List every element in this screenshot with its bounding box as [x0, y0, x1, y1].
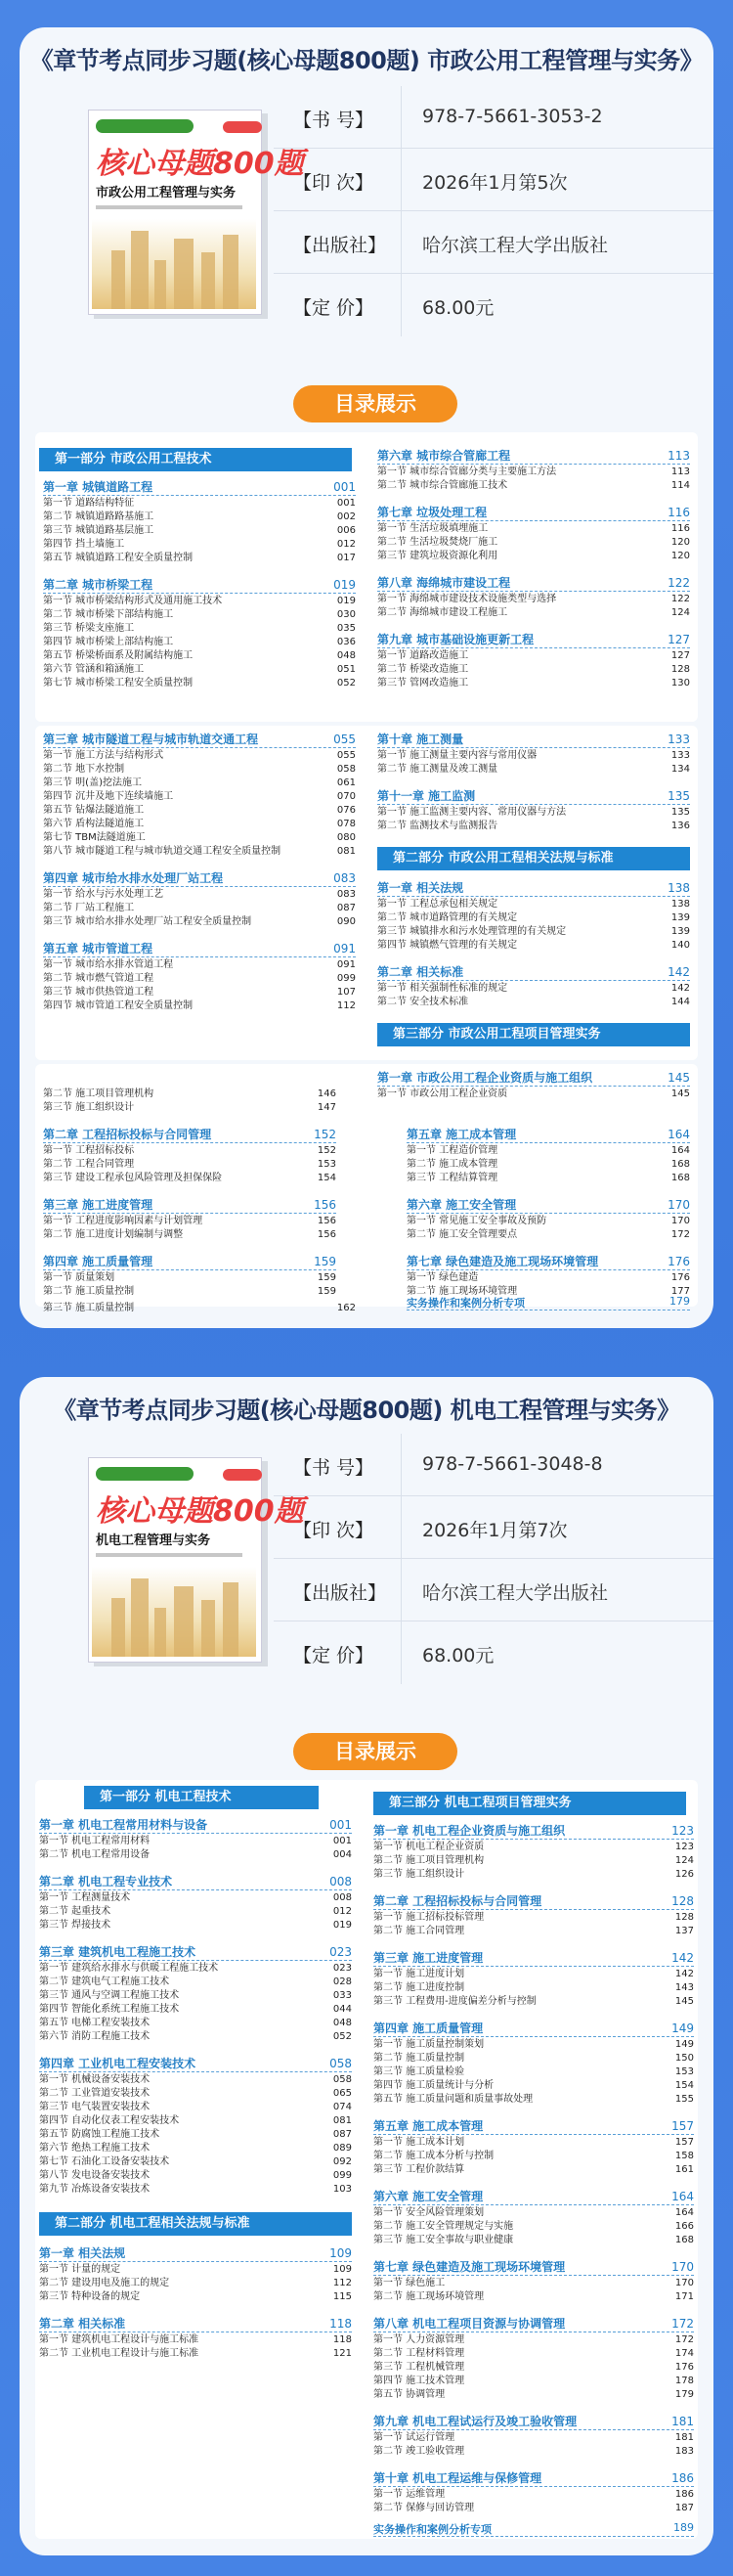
book-info-table — [274, 86, 713, 342]
toc-section: 第三节 焊接技术 019 — [39, 1920, 352, 1931]
toc-section: 第三节 电气装置安装技术 074 — [39, 2102, 352, 2112]
toc-section: 第五节 施工质量问题和质量事故处理 155 — [373, 2094, 694, 2105]
toc-section: 第一节 工程进度影响因素与计划管理 156 — [43, 1216, 336, 1226]
book-title: 《章节考点同步习题(核心母题800题) 市政公用工程管理与实务》 — [29, 47, 704, 74]
toc-section: 第二节 城市道路管理的有关规定 139 — [377, 912, 690, 923]
toc-section: 第九节 冶炼设备安装技术 103 — [39, 2184, 352, 2195]
toc-chapter: 第六章 施工安全管理 164 — [373, 2190, 694, 2203]
toc-chapter: 第八章 海绵城市建设工程 122 — [377, 576, 690, 590]
toc-chapter: 第三章 建筑机电工程施工技术 023 — [39, 1945, 352, 1959]
printing-value: 2026年1月第7次 — [422, 1520, 568, 1541]
toc-section: 第二节 城镇道路路基施工 002 — [43, 511, 356, 522]
isbn-label: 【书 号】 — [293, 1457, 374, 1479]
toc-section: 第一节 工程测量技术 008 — [39, 1892, 352, 1903]
book-title: 《章节考点同步习题(核心母题800题) 机电工程管理与实务》 — [53, 1397, 680, 1424]
toc-section: 第五节 桥梁桥面系及附属结构施工 048 — [43, 650, 356, 661]
toc-section: 第二节 城市桥梁下部结构施工 030 — [43, 609, 356, 620]
toc-section: 第一节 人力资源管理 172 — [373, 2334, 694, 2345]
toc-section: 第三节 管网改造施工 130 — [377, 678, 690, 688]
toc-chapter: 第一章 机电工程企业资质与施工组织 123 — [373, 1824, 694, 1838]
toc-chapter: 第二章 工程招标投标与合同管理 152 — [43, 1128, 336, 1141]
toc-section: 第二节 施工现场环境管理 171 — [373, 2291, 694, 2302]
toc-section: 第一节 机械设备安装技术 058 — [39, 2074, 352, 2085]
toc-section: 第二节 施工安全管理规定与实施 166 — [373, 2221, 694, 2232]
toc-section: 第一节 施工测量主要内容与常用仪器 133 — [377, 750, 690, 761]
toc-section: 第三节 工程机械管理 176 — [373, 2362, 694, 2373]
toc-section: 第二节 起重技术 012 — [39, 1906, 352, 1917]
toc-section: 第一节 道路结构特征 001 — [43, 498, 356, 509]
toc-section: 第三节 工程费用-进度偏差分析与控制 145 — [373, 1996, 694, 2007]
toc-section: 第二节 施工测量及竣工测量 134 — [377, 764, 690, 775]
toc-section: 第六节 管涵和箱涵施工 051 — [43, 664, 356, 675]
toc-section: 第三节 施工安全事故与职业健康 168 — [373, 2235, 694, 2245]
book-info — [78, 86, 713, 342]
toc-chapter: 第三章 施工进度管理 142 — [373, 1951, 694, 1965]
toc-section: 第二节 海绵城市建设工程施工 124 — [377, 607, 690, 618]
toc-section: 第二节 工程合同管理 153 — [43, 1159, 336, 1170]
toc-section: 第二节 工业管道安装技术 065 — [39, 2088, 352, 2099]
toc-section: 第二节 施工成本管理 168 — [407, 1159, 690, 1170]
toc-chapter: 第二章 机电工程专业技术 008 — [39, 1875, 352, 1888]
toc-panel-2 — [35, 726, 698, 1060]
cover-headline: 核心母题800题 — [96, 1494, 304, 1529]
toc-heading: 目录展示 — [293, 1733, 457, 1770]
toc-section: 第三节 施工质量检验 153 — [373, 2066, 694, 2077]
toc-section: 第二节 施工项目管理机构 146 — [43, 1088, 336, 1099]
price-value: 68.00元 — [422, 1645, 495, 1666]
toc-section: 第二节 施工进度计划编制与调整 156 — [43, 1229, 336, 1240]
toc-section: 第二节 施工进度控制 143 — [373, 1982, 694, 1993]
toc-section: 第四节 自动化仪表工程安装技术 081 — [39, 2115, 352, 2126]
toc-section: 第一节 给水与污水处理工艺 083 — [43, 889, 356, 900]
toc-chapter: 第十章 施工测量 133 — [377, 733, 690, 746]
printing-label: 【印 次】 — [293, 172, 374, 194]
toc-chapter: 第八章 机电工程项目资源与协调管理 172 — [373, 2317, 694, 2331]
toc-section: 第三节 城市给水排水处理厂站工程安全质量控制 090 — [43, 916, 356, 927]
isbn-label: 【书 号】 — [293, 110, 374, 131]
toc-section: 第二节 城市燃气管道工程 099 — [43, 973, 356, 984]
toc-section: 第三节 城镇道路基层施工 006 — [43, 525, 356, 536]
toc-section: 第五节 电梯工程安装技术 048 — [39, 2018, 352, 2028]
toc-chapter: 第三章 城市隧道工程与城市轨道交通工程 055 — [43, 733, 356, 746]
toc-section: 第一节 运维管理 186 — [373, 2489, 694, 2500]
toc-section: 第四节 城镇燃气管理的有关规定 140 — [377, 940, 690, 951]
toc-section: 第二节 机电工程常用设备 004 — [39, 1849, 352, 1860]
toc-chapter: 第七章 绿色建造及施工现场环境管理 170 — [373, 2260, 694, 2274]
toc-section: 第二节 城市综合管廊施工技术 114 — [377, 480, 690, 491]
toc-chapter: 第九章 机电工程试运行及竣工验收管理 181 — [373, 2415, 694, 2428]
toc-chapter: 第一章 相关法规 109 — [39, 2246, 352, 2260]
toc-chapter: 第一章 城镇道路工程 001 — [43, 480, 356, 494]
toc-chapter: 第六章 城市综合管廊工程 113 — [377, 449, 690, 463]
toc-chapter: 第四章 城市给水排水处理厂站工程 083 — [43, 871, 356, 885]
toc-section: 第二节 工业机电工程设计与施工标准 121 — [39, 2348, 352, 2359]
toc-section: 第二节 桥梁改造施工 128 — [377, 664, 690, 675]
toc-special: 实务操作和案例分析专项 189 — [373, 2521, 694, 2536]
toc-section: 第一节 绿色建造 176 — [407, 1272, 690, 1283]
toc-section: 第一节 施工招标投标管理 128 — [373, 1912, 694, 1923]
toc-section: 第一节 试运行管理 181 — [373, 2432, 694, 2443]
toc-section: 第二节 施工质量控制 159 — [43, 1286, 336, 1297]
toc-part-3: 第三部分 市政公用工程项目管理实务 — [377, 1023, 690, 1046]
toc-section: 第一节 施工质量控制策划 149 — [373, 2039, 694, 2050]
toc-chapter: 第十章 机电工程运维与保修管理 186 — [373, 2471, 694, 2485]
toc-section: 第三节 城镇排水和污水处理管理的有关规定 139 — [377, 926, 690, 937]
toc-section: 第二节 建筑电气工程施工技术 028 — [39, 1976, 352, 1987]
toc-section: 第二节 建设用电及施工的规定 112 — [39, 2278, 352, 2288]
book-info — [78, 1434, 713, 1690]
toc-section: 第三节 特种设备的规定 115 — [39, 2291, 352, 2302]
toc-section: 第四节 挡土墙施工 012 — [43, 539, 356, 550]
toc-section: 第二节 施工现场环境管理 177 — [407, 1286, 690, 1297]
toc-chapter: 第五章 城市管道工程 091 — [43, 942, 356, 955]
toc-section: 第二节 施工质量控制 150 — [373, 2053, 694, 2064]
toc-section: 第三节 施工质量控制 162 — [43, 1303, 356, 1313]
toc-section: 第二节 保修与回访管理 187 — [373, 2503, 694, 2513]
toc-section: 第一节 常见施工安全事故及预防 170 — [407, 1216, 690, 1226]
price-label: 【定 价】 — [293, 297, 374, 319]
toc-section: 第八节 发电设备安装技术 099 — [39, 2170, 352, 2181]
toc-chapter: 第二章 城市桥梁工程 019 — [43, 578, 356, 592]
toc-section: 第三节 通风与空调工程施工技术 033 — [39, 1990, 352, 2001]
isbn-value: 978-7-5661-3053-2 — [422, 106, 603, 127]
publisher-value: 哈尔滨工程大学出版社 — [422, 1582, 609, 1604]
toc-section: 第一节 施工进度计划 142 — [373, 1969, 694, 1979]
toc-section: 第二节 安全技术标准 144 — [377, 997, 690, 1007]
toc-chapter: 第四章 工业机电工程安装技术 058 — [39, 2057, 352, 2070]
toc-chapter: 第十一章 施工监测 135 — [377, 789, 690, 803]
toc-section: 第一节 建筑机电工程设计与施工标准 118 — [39, 2334, 352, 2345]
book-cover-image — [88, 110, 304, 315]
toc-section: 第一节 绿色施工 170 — [373, 2278, 694, 2288]
toc-section: 第五节 城镇道路工程安全质量控制 017 — [43, 553, 356, 563]
toc-special: 实务操作和案例分析专项 179 — [407, 1295, 690, 1310]
cover-subtitle: 市政公用工程管理与实务 — [96, 186, 237, 200]
toc-section: 第三节 桥梁支座施工 035 — [43, 623, 356, 634]
toc-section: 第二节 竣工验收管理 183 — [373, 2446, 694, 2457]
toc-part-2: 第二部分 机电工程相关法规与标准 — [39, 2212, 352, 2236]
toc-section: 第二节 施工合同管理 137 — [373, 1926, 694, 1936]
book-card-mechanical — [20, 1377, 713, 2555]
toc-section: 第一节 安全风险管理策划 164 — [373, 2207, 694, 2218]
toc-section: 第七节 石油化工设备安装技术 092 — [39, 2156, 352, 2167]
toc-section: 第一节 施工监测主要内容、常用仪器与方法 135 — [377, 807, 690, 818]
toc-section: 第二节 工程材料管理 174 — [373, 2348, 694, 2359]
toc-chapter: 第一章 机电工程常用材料与设备 001 — [39, 1818, 352, 1832]
toc-section: 第四节 施工技术管理 178 — [373, 2376, 694, 2386]
toc-section: 第五节 防腐蚀工程施工技术 087 — [39, 2129, 352, 2140]
cover-headline: 核心母题800题 — [96, 147, 304, 181]
toc-section: 第一节 工程招标投标 152 — [43, 1145, 336, 1156]
toc-section: 第一节 城市综合管廊分类与主要施工方法 113 — [377, 466, 690, 477]
toc-section: 第四节 城市桥梁上部结构施工 036 — [43, 637, 356, 647]
isbn-value: 978-7-5661-3048-8 — [422, 1453, 603, 1475]
toc-chapter: 第二章 相关标准 118 — [39, 2317, 352, 2331]
toc-section: 第三节 建设工程承包风险管理及担保保险 154 — [43, 1173, 336, 1183]
toc-section: 第四节 智能化系统工程施工技术 044 — [39, 2004, 352, 2015]
printing-value: 2026年1月第5次 — [422, 172, 568, 194]
toc-section: 第六节 消防工程施工技术 052 — [39, 2031, 352, 2042]
toc-section: 第一节 施工方法与结构形式 055 — [43, 750, 356, 761]
toc-section: 第二节 监测技术与监测报告 136 — [377, 821, 690, 831]
toc-section: 第五节 钻爆法隧道施工 076 — [43, 805, 356, 816]
toc-section: 第四节 城市管道工程安全质量控制 112 — [43, 1000, 356, 1011]
toc-section: 第一节 生活垃圾填埋施工 116 — [377, 523, 690, 534]
toc-section: 第三节 明(盖)挖法施工 061 — [43, 777, 356, 788]
toc-section: 第五节 协调管理 179 — [373, 2389, 694, 2400]
toc-chapter: 第五章 施工成本管理 164 — [407, 1128, 690, 1141]
toc-section: 第二节 施工成本分析与控制 158 — [373, 2151, 694, 2161]
toc-section: 第一节 建筑给水排水与供暖工程施工技术 023 — [39, 1963, 352, 1974]
toc-section: 第一节 工程总承包相关规定 138 — [377, 899, 690, 910]
toc-part-1: 第一部分 市政公用工程技术 — [39, 448, 352, 471]
toc-section: 第三节 建筑垃圾资源化利用 120 — [377, 551, 690, 561]
toc-chapter: 第九章 城市基础设施更新工程 127 — [377, 633, 690, 646]
toc-section: 第一节 海绵城市建设技术设施类型与选择 122 — [377, 594, 690, 604]
toc-chapter: 第一章 市政公用工程企业资质与施工组织 145 — [377, 1071, 690, 1085]
toc-section: 第四节 沉井及地下连续墙施工 070 — [43, 791, 356, 802]
toc-chapter: 第四章 施工质量管理 149 — [373, 2021, 694, 2035]
toc-chapter: 第四章 施工质量管理 159 — [43, 1255, 336, 1268]
toc-section: 第一节 机电工程常用材料 001 — [39, 1836, 352, 1846]
toc-section: 第七节 TBM法隧道施工 080 — [43, 832, 356, 843]
toc-section: 第一节 城市给水排水管道工程 091 — [43, 959, 356, 970]
toc-chapter: 第七章 绿色建造及施工现场环境管理 176 — [407, 1255, 690, 1268]
toc-chapter: 第三章 施工进度管理 156 — [43, 1198, 336, 1212]
toc-section: 第三节 工程价款结算 161 — [373, 2164, 694, 2175]
toc-section: 第二节 施工项目管理机构 124 — [373, 1855, 694, 1866]
toc-section: 第三节 施工组织设计 147 — [43, 1102, 336, 1113]
toc-section: 第七节 城市桥梁工程安全质量控制 052 — [43, 678, 356, 688]
toc-panel-1 — [35, 432, 698, 722]
toc-part-2: 第二部分 市政公用工程相关法规与标准 — [377, 847, 690, 870]
publisher-value: 哈尔滨工程大学出版社 — [422, 235, 609, 256]
toc-section: 第四节 施工质量统计与分析 154 — [373, 2080, 694, 2091]
toc-section: 第一节 城市桥梁结构形式及通用施工技术 019 — [43, 596, 356, 606]
book-info-table — [274, 1434, 713, 1690]
toc-section: 第六节 盾构法隧道施工 078 — [43, 819, 356, 829]
printing-label: 【印 次】 — [293, 1520, 374, 1541]
price-value: 68.00元 — [422, 297, 495, 319]
toc-section: 第六节 绝热工程施工技术 089 — [39, 2143, 352, 2154]
publisher-label: 【出版社】 — [293, 235, 387, 256]
toc-chapter: 第二章 相关标准 142 — [377, 965, 690, 979]
toc-section: 第一节 施工成本计划 157 — [373, 2137, 694, 2148]
toc-section: 第三节 施工组织设计 126 — [373, 1869, 694, 1880]
toc-chapter: 第二章 工程招标投标与合同管理 128 — [373, 1894, 694, 1908]
toc-section: 第一节 计量的规定 109 — [39, 2264, 352, 2275]
toc-section: 第三节 城市供热管道工程 107 — [43, 987, 356, 998]
book-card-municipal — [20, 27, 713, 1328]
toc-part-3: 第三部分 机电工程项目管理实务 — [373, 1792, 686, 1815]
toc-section: 第一节 市政公用工程企业资质 145 — [377, 1088, 690, 1099]
toc-section: 第二节 生活垃圾焚烧厂施工 120 — [377, 537, 690, 548]
toc-chapter: 第一章 相关法规 138 — [377, 881, 690, 895]
toc-section: 第三节 工程结算管理 168 — [407, 1173, 690, 1183]
toc-heading: 目录展示 — [293, 385, 457, 422]
cover-subtitle: 机电工程管理与实务 — [96, 1533, 211, 1548]
toc-section: 第一节 机电工程企业资质 123 — [373, 1842, 694, 1852]
toc-panel-3 — [35, 1064, 698, 1307]
publisher-label: 【出版社】 — [293, 1582, 387, 1604]
toc-section: 第一节 道路改造施工 127 — [377, 650, 690, 661]
toc-section: 第二节 施工安全管理要点 172 — [407, 1229, 690, 1240]
toc-chapter: 第五章 施工成本管理 157 — [373, 2119, 694, 2133]
price-label: 【定 价】 — [293, 1645, 374, 1666]
toc-section: 第一节 工程造价管理 164 — [407, 1145, 690, 1156]
toc-section: 第一节 质量策划 159 — [43, 1272, 336, 1283]
toc-section: 第一节 相关强制性标准的规定 142 — [377, 983, 690, 994]
toc-panel — [35, 1780, 698, 2539]
toc-section: 第二节 地下水控制 058 — [43, 764, 356, 775]
toc-chapter: 第七章 垃圾处理工程 116 — [377, 506, 690, 519]
book-cover-image — [88, 1457, 304, 1663]
toc-section: 第八节 城市隧道工程与城市轨道交通工程安全质量控制 081 — [43, 846, 356, 857]
toc-part-1: 第一部分 机电工程技术 — [84, 1786, 319, 1809]
toc-section: 第二节 厂站工程施工 087 — [43, 903, 356, 913]
toc-chapter: 第六章 施工安全管理 170 — [407, 1198, 690, 1212]
